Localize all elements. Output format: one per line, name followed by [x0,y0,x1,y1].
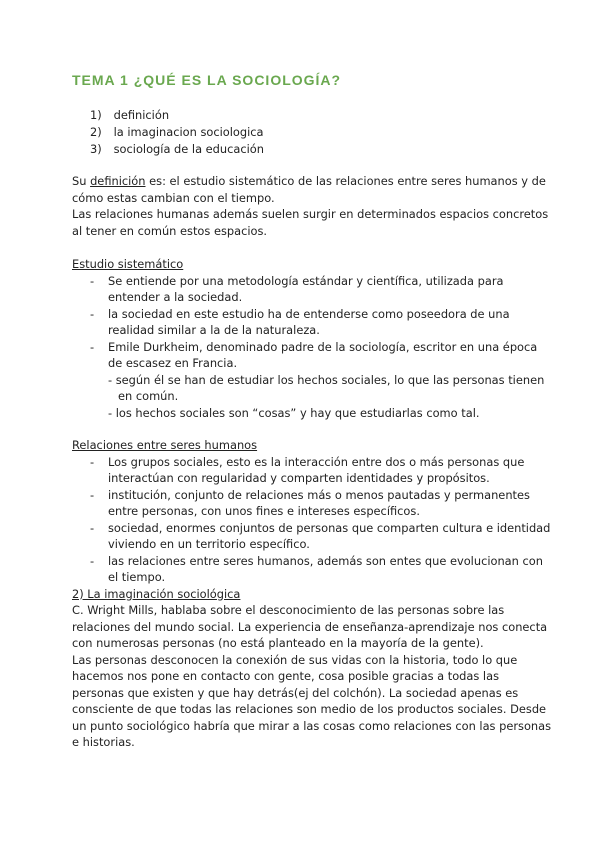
bullet-dash: - [90,454,95,469]
toc-item [90,141,264,158]
section-heading: 2) La imaginación sociológica [72,586,241,601]
toc-number: 1) [90,108,102,122]
intro-paragraph [72,173,549,239]
intro-line: al tener en común estos espacios. [72,223,268,238]
paragraph-line: un punto sociológico habría que mirar a las cosas como relaciones con las personas [72,718,552,733]
paragraph-line: relaciones del mundo social. La experiencia de enseñanza-aprendizaje nos conecta [72,619,548,634]
paragraph-line: C. Wright Mills, hablaba sobre el desconocimiento de las personas sobre las [72,603,505,617]
sub-bullet-line: - los hechos sociales son “cosas” y hay que estudiarlas como tal. [108,405,480,420]
bullet-line: interactúan con regularidad y comparten identidades y propósitos. [108,471,490,485]
intro-line: cómo estas cambian con el tiempo. [72,190,275,205]
paragraph-line: consciente de que todas las relaciones son medio de los productos sociales. Desde [72,702,547,716]
bullet-dash: - [90,487,95,502]
bullet-line: sociedad, enormes conjuntos de personas que comparten cultura e identidad [108,520,551,535]
bullet-line: Emile Durkheim, denominado padre de la sociología, escritor en una época [108,339,538,354]
bullet-line: el tiempo. [108,570,166,584]
bullet-item [72,273,542,306]
bullet-dash: - [90,339,95,354]
bullet-line: Los grupos sociales, esto es la interacción entre dos o más personas que [108,454,525,469]
toc-label: la imaginacion sociologica [113,125,264,139]
bullet-dash: - [90,273,95,288]
table-of-contents [90,107,264,158]
bullet-item [72,487,542,520]
bullet-item [72,553,542,586]
bullet-item [72,339,545,422]
intro-text: es: el estudio sistemático de las relaciones entre seres humanos y de [145,174,546,188]
paragraph-line: e historias. [72,735,135,749]
bullet-line: entre personas, con unos fines e intereses específicos. [108,504,420,518]
bullet-line: Se entiende por una metodología estándar y científica, utilizada para [108,273,504,288]
bullet-item [72,306,542,339]
bullet-line: realidad similar a la de la naturaleza. [108,323,320,337]
bullet-item [72,454,542,487]
section-heading: Relaciones entre seres humanos [72,438,258,452]
toc-number: 3) [90,142,102,156]
toc-item [90,107,264,124]
paragraph-line: Las personas desconocen la conexión de sus vidas con la historia, todo lo que [72,652,518,667]
bullet-line: institución, conjunto de relaciones más o menos pautadas y permanentes [108,487,530,502]
estudio-section [72,256,545,421]
sub-bullet-line: en común. [118,389,179,403]
toc-item [90,124,264,141]
bullet-line: de escasez en Francia. [108,356,238,370]
bullet-line: entender a la sociedad. [108,290,243,304]
definition-term: definición [90,174,146,188]
toc-label: definición [113,108,170,122]
section-heading: Estudio sistemático [72,257,184,271]
intro-line: Las relaciones humanas además suelen surgir en determinados espacios concretos [72,207,549,221]
sub-bullet-line: - según él se han de estudiar los hechos sociales, lo que las personas tienen [108,372,545,387]
paragraph-line: con numerosas personas (no está planteado en la mayoría de la gente). [72,636,484,650]
paragraph-line: hacemos nos pone en contacto con gente, cosa posible gracias a todas las [72,669,500,683]
paragraph-line: personas que existen y que hay detrás(ej del colchón). La sociedad apenas es [72,685,519,700]
toc-number: 2) [90,125,102,139]
intro-line [72,173,546,190]
bullet-line: viviendo en un territorio específico. [108,537,310,551]
bullet-dash: - [90,306,95,321]
toc-label: sociología de la educación [113,142,264,156]
intro-text: Su [72,174,91,188]
bullet-dash: - [90,553,95,568]
bullet-item [72,520,551,553]
relaciones-section [72,437,552,751]
bullet-line: las relaciones entre seres humanos, además son entes que evolucionan con [108,553,543,568]
bullet-dash: - [90,520,95,535]
document-title: TEMA 1 ¿QUÉ ES LA SOCIOLOGÍA? [72,72,342,88]
bullet-line: la sociedad en este estudio ha de entenderse como poseedora de una [108,306,510,321]
